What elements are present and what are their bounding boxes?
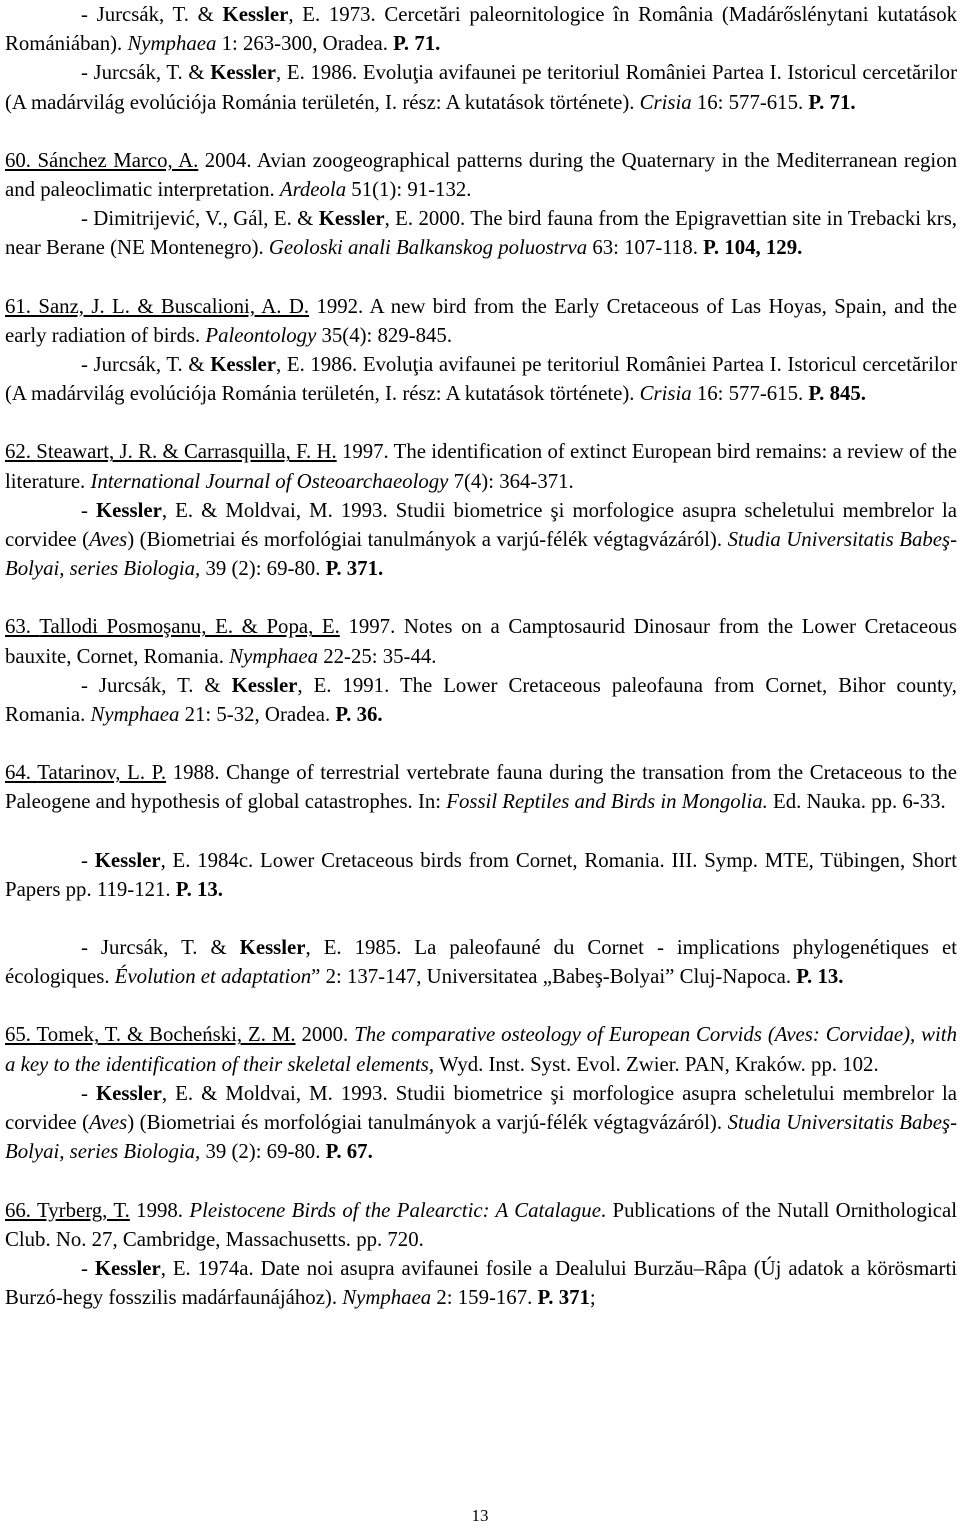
entry-author-name: Tyrberg, T. [37, 1198, 130, 1222]
citing-text: 39 (2): 69-80. [200, 557, 326, 581]
journal-title: Paleontology [205, 323, 317, 347]
kessler-author: Kessler [94, 1256, 161, 1280]
citing-text: , E. 2000. The bird fauna from the Epigravettian site in Trebacki krs, near Berane (NE Montenegro). [5, 207, 958, 260]
entry-text: . Publications of the Nutall Ornithological Club. No. 27, Cambridge, Massachusetts. pp. 720. [5, 1198, 957, 1251]
citing-text: ) (Biometriai és morfológiai tanulmányok a varjú-félék végtagvázáról). [127, 1111, 728, 1135]
entry-author-name: Tallodi Posmoşanu, E. & Popa, E. [39, 615, 340, 639]
citing-text: , E. 1973. Cercetări paleornitologice în România (Madárőslénytani kutatások Romániában). [5, 3, 957, 56]
page-reference: P. 71. [393, 32, 441, 56]
citing-text: 16: 577-615. [691, 382, 809, 406]
journal-title: Studia Universitatis Babeş-Bolyai, series Biologia, [5, 1111, 958, 1164]
entry-text: 1992. A new bird from the Early Cretaceous of Las Hoyas, Spain, and the early radiation of birds. [5, 294, 957, 347]
reference-entry [5, 1196, 957, 1254]
citing-text: , E. 1985. La paleofauné du Cornet - implications phylogenétiques et écologiques. [5, 936, 958, 989]
cited-reference-author [5, 440, 337, 463]
kessler-author: Kessler [96, 1081, 162, 1105]
reference-entry [5, 612, 957, 670]
citing-reference [5, 496, 957, 584]
citing-reference [5, 350, 957, 408]
kessler-author: Kessler [222, 3, 289, 26]
entry-text: Ed. Nauka. pp. 6-33. [767, 790, 946, 814]
cited-reference-author [5, 1023, 296, 1046]
entry-text: 51(1): 91-132. [346, 178, 472, 202]
citing-text: 2: 159-167. [431, 1286, 538, 1310]
journal-title: Aves [89, 1111, 128, 1135]
entry-text: 35(4): 829-845. [316, 323, 453, 347]
citing-reference [5, 204, 957, 262]
citing-text: - Dimitrijević, V., Gál, E. & [81, 207, 319, 231]
journal-title: Crisia [639, 90, 692, 114]
journal-title: Nymphaea [90, 703, 180, 727]
journal-title: Nymphaea [127, 32, 217, 56]
kessler-author: Kessler [210, 61, 277, 85]
entry-text: 1997. Notes on a Camptosaurid Dinosaur from the Lower Cretaceous bauxite, Cornet, Romania. [5, 615, 958, 668]
entry-number: 63. [5, 615, 40, 639]
cited-reference-author [5, 761, 166, 784]
journal-title: Ardeola [279, 178, 347, 202]
citing-text: ; [589, 1286, 596, 1310]
citing-reference [5, 1254, 957, 1312]
citing-text: 16: 577-615. [691, 90, 809, 114]
citing-text: - [81, 498, 96, 522]
entry-text: 2004. Avian zoogeographical patterns during the Quaternary in the Mediterranean region and paleoclimatic interpretation. [5, 148, 958, 202]
page-reference: P. 13. [175, 877, 223, 901]
entry-text: 1998. [129, 1198, 190, 1222]
journal-title: Fossil Reptiles and Birds in Mongolia. [446, 790, 768, 814]
kessler-author: Kessler [239, 936, 306, 960]
cited-reference-author [5, 615, 340, 638]
journal-title: The comparative osteology of European Corvids (Aves: Corvidae), with a key to the identification of their skeletal elements, [5, 1023, 957, 1076]
page-reference: P. 371 [537, 1286, 590, 1310]
citing-text: 39 (2): 69-80. [200, 1140, 326, 1164]
page-reference: P. 67. [325, 1140, 373, 1164]
entry-number: 66. [5, 1198, 38, 1222]
citing-text: - Jurcsák, T. & [81, 936, 240, 960]
citing-text: ) (Biometriai és morfológiai tanulmányok a varjú-félék végtagvázáról). [127, 528, 728, 552]
kessler-author: Kessler [96, 498, 162, 522]
entry-author-name: Steawart, J. R. & Carrasquilla, F. H. [36, 440, 337, 464]
entry-text: 1988. Change of terrestrial vertebrate fauna during the transation from the Cretaceous to the Paleogene and hypothesis of global catastrophes. In: [5, 761, 958, 814]
citing-text: , E. 1986. Evoluţia avifaunei pe teritoriul României Partea I. Istoricul cercetărilor (A madárvilág evolúciója Románia területén, I. rész: A kutatások története). [5, 353, 958, 406]
citing-text: 21: 5-32, Oradea. [179, 703, 336, 727]
page-reference: P. 845. [808, 382, 866, 406]
citing-text: , E. 1986. Evoluţia avifaunei pe teritoriul României Partea I. Istoricul cercetărilor (A madárvilág evolúciója Románia területén, I. rész: A kutatások története). [5, 61, 958, 114]
journal-title: Pleistocene Birds of the Palearctic: A Catalague [189, 1198, 601, 1222]
journal-title: Évolution et adaptation [114, 965, 312, 989]
citing-text: , E. 1974a. Date noi asupra avifaunei fosile a Dealului Burzău–Râpa (Új adatok a körösmarti Burzó-hegy fosszilis madárfaunájához). [5, 1256, 957, 1310]
citing-text: , E. 1991. The Lower Cretaceous paleofauna from Cornet, Bihor county, Romania. [5, 673, 958, 727]
journal-title: Aves [89, 528, 128, 552]
cited-reference-author [5, 295, 309, 318]
citing-text: , E. & Moldvai, M. 1993. Studii biometrice şi morfologice asupra scheletului membrelor la corvidee ( [5, 498, 957, 552]
entry-author-name: Sánchez Marco, A. [37, 148, 199, 172]
entry-text: 7(4): 364-371. [448, 469, 574, 493]
citing-reference [5, 1079, 957, 1167]
entry-number: 61. [5, 294, 39, 318]
journal-title: Crisia [639, 382, 692, 406]
journal-title: Nymphaea [229, 644, 319, 668]
journal-title: Nymphaea [342, 1286, 432, 1310]
entry-author-name: Sanz, J. L. & Buscalioni, A. D. [38, 294, 310, 318]
reference-list [5, 0, 957, 1312]
page-reference: P. 71. [808, 90, 856, 114]
kessler-author: Kessler [94, 848, 161, 872]
citing-reference [5, 58, 957, 116]
reference-entry [5, 758, 957, 816]
entry-number: 60. [5, 148, 38, 172]
entry-number: 64. [5, 761, 38, 785]
kessler-author: Kessler [231, 673, 298, 697]
journal-title: Studia Universitatis Babeş-Bolyai, series Biologia, [5, 528, 958, 581]
entry-text: 22-25: 35-44. [318, 644, 437, 668]
reference-entry [5, 1020, 957, 1078]
entry-text: 2000. [295, 1023, 355, 1047]
citing-text: - Jurcsák, T. & [81, 353, 211, 377]
entry-number: 65. [5, 1023, 37, 1047]
reference-entry [5, 146, 957, 204]
citing-reference [5, 0, 957, 58]
cited-reference-author [5, 1199, 130, 1222]
page-number: 13 [471, 1506, 489, 1525]
entry-author-name: Tatarinov, L. P. [37, 761, 167, 785]
citing-text: - [81, 1081, 96, 1105]
citing-text: , E. & Moldvai, M. 1993. Studii biometrice şi morfologice asupra scheletului membrelor la corvidee ( [5, 1081, 957, 1135]
citing-text: - Jurcsák, T. & [81, 3, 223, 26]
citing-text: - [81, 1256, 95, 1280]
page-reference: P. 104, 129. [703, 236, 803, 260]
citing-reference [5, 846, 957, 904]
reference-entry [5, 292, 957, 350]
citing-reference [5, 671, 957, 729]
page-reference: P. 371. [325, 557, 384, 581]
citing-reference [5, 933, 957, 991]
kessler-author: Kessler [318, 207, 385, 231]
citing-text: - Jurcsák, T. & [81, 61, 211, 85]
entry-number: 62. [5, 440, 37, 464]
citing-text: 63: 107-118. [587, 236, 704, 260]
journal-title: International Journal of Osteoarchaeology [90, 469, 449, 493]
entry-text: Wyd. Inst. Syst. Evol. Zwier. PAN, Kraków. pp. 102. [434, 1052, 879, 1076]
entry-text: 1997. The identification of extinct European bird remains: a review of the literature. [5, 440, 957, 493]
citing-text: 1: 263-300, Oradea. [216, 32, 394, 56]
citing-text: , E. 1984c. Lower Cretaceous birds from Cornet, Romania. III. Symp. MTE, Tübingen, Short Papers pp. 119-121. [5, 848, 957, 901]
reference-entry [5, 437, 957, 495]
entry-author-name: Tomek, T. & Bocheński, Z. M. [36, 1023, 296, 1047]
cited-reference-author [5, 149, 198, 172]
page-reference: P. 13. [796, 965, 844, 989]
citing-text: ” 2: 137-147, Universitatea „Babeş-Bolyai” Cluj-Napoca. [311, 965, 797, 989]
kessler-author: Kessler [210, 353, 277, 377]
journal-title: Geoloski anali Balkanskog poluostrva [268, 236, 588, 260]
citing-text: - Jurcsák, T. & [81, 673, 232, 697]
page-reference: P. 36. [335, 703, 383, 727]
citing-text: - [81, 848, 95, 872]
